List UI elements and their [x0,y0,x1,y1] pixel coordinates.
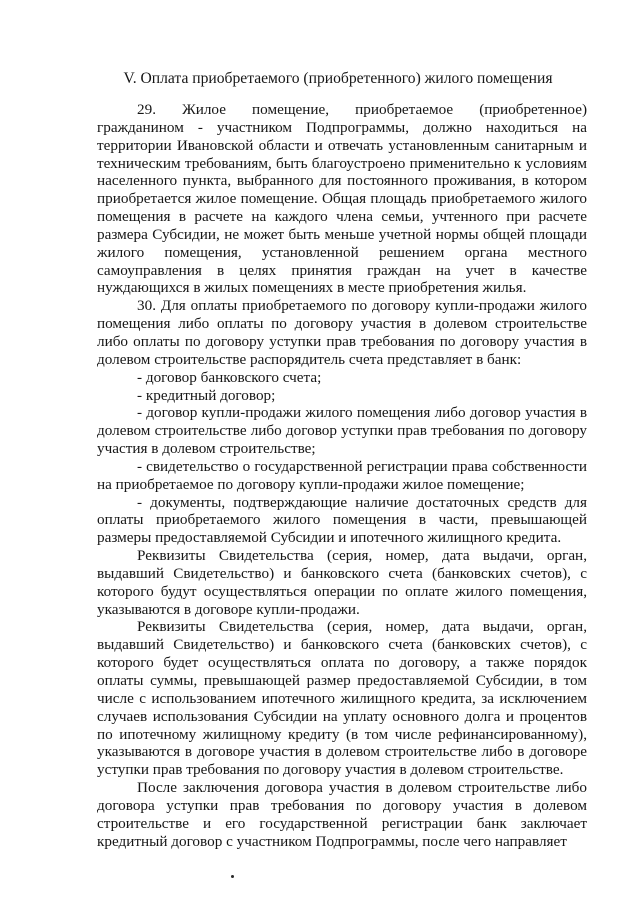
list-item-credit-agreement: - кредитный договор; [137,386,276,404]
list-item-purchase-agreement: - договор купли-продажи жилого помещения либо договор участия в долевом строительстве либо договор уступки прав требования по договору участия в долевом строительстве; [97,404,587,458]
list-item-ownership-certificate: - свидетельство о государственной регистрации права собственности на приобретаемое по договору купли-продажи жилое помещение; [97,457,587,493]
paragraph-certificate-details-shared-construction: Реквизиты Свидетельства (серия, номер, дата выдачи, орган, выдавший Свидетельство) и банковского счета (банковских счетов), с которого будет осуществляться оплата по договору, а также порядок оплаты суммы, превышающей размер предоставляемой Субсидии, в том числе с использованием ипотечного жилищного кредита, за исключением случаев использования Субсидии на уплату основного долга и процентов по ипотечному жилищному кредиту (в том числе рефинансированному), указываются в договоре участия в долевом строительстве либо в договоре уступки прав требования по договору участия в долевом строительстве. [97,618,587,779]
list-item-sufficient-funds-documents: - документы, подтверждающие наличие достаточных средств для оплаты приобретаемого жилого помещения в части, превышающей размеры предоставляемой Субсидии и ипотечного жилищного кредита. [97,493,587,547]
paragraph-30: 30. Для оплаты приобретаемого по договору купли-продажи жилого помещения либо оплаты по договору участия в долевом строительстве либо оплаты по договору уступки прав требования по договору участия в долевом строительстве распорядитель счета представляет в банк: [97,297,587,368]
document-body [97,101,587,850]
section-heading: V. Оплата приобретаемого (приобретенного) жилого помещения [123,70,553,87]
list-item-bank-account-agreement: - договор банковского счета; [137,368,322,386]
paragraph-after-contract-conclusion: После заключения договора участия в долевом строительстве либо договора уступки прав требования по договору участия в долевом строительстве и его государственной регистрации банк заключает кредитный договор с участником Подпрограммы, после чего направляет [97,779,587,850]
page-mark-dot [231,875,234,878]
paragraph-29: 29. Жилое помещение, приобретаемое (приобретенное) гражданином - участником Подпрограммы, должно находиться на территории Ивановской области и отвечать установленным санитарным и техническим требованиям, быть благоустроено применительно к условиям населенного пункта, выбранного для постоянного проживания, в котором приобретается жилое помещение. Общая площадь приобретаемого жилого помещения в расчете на каждого члена семьи, учтенного при расчете размера Субсидии, не может быть меньше учетной нормы общей площади жилого помещения, установленной решением органа местного самоуправления в целях принятия граждан на учет в качестве нуждающихся в жилых помещениях в месте приобретения жилья. [97,101,587,297]
paragraph-certificate-details-purchase: Реквизиты Свидетельства (серия, номер, дата выдачи, орган, выдавший Свидетельство) и банковского счета (банковских счетов), с которого будут осуществляться операции по оплате жилого помещения, указываются в договоре купли-продажи. [97,547,587,618]
